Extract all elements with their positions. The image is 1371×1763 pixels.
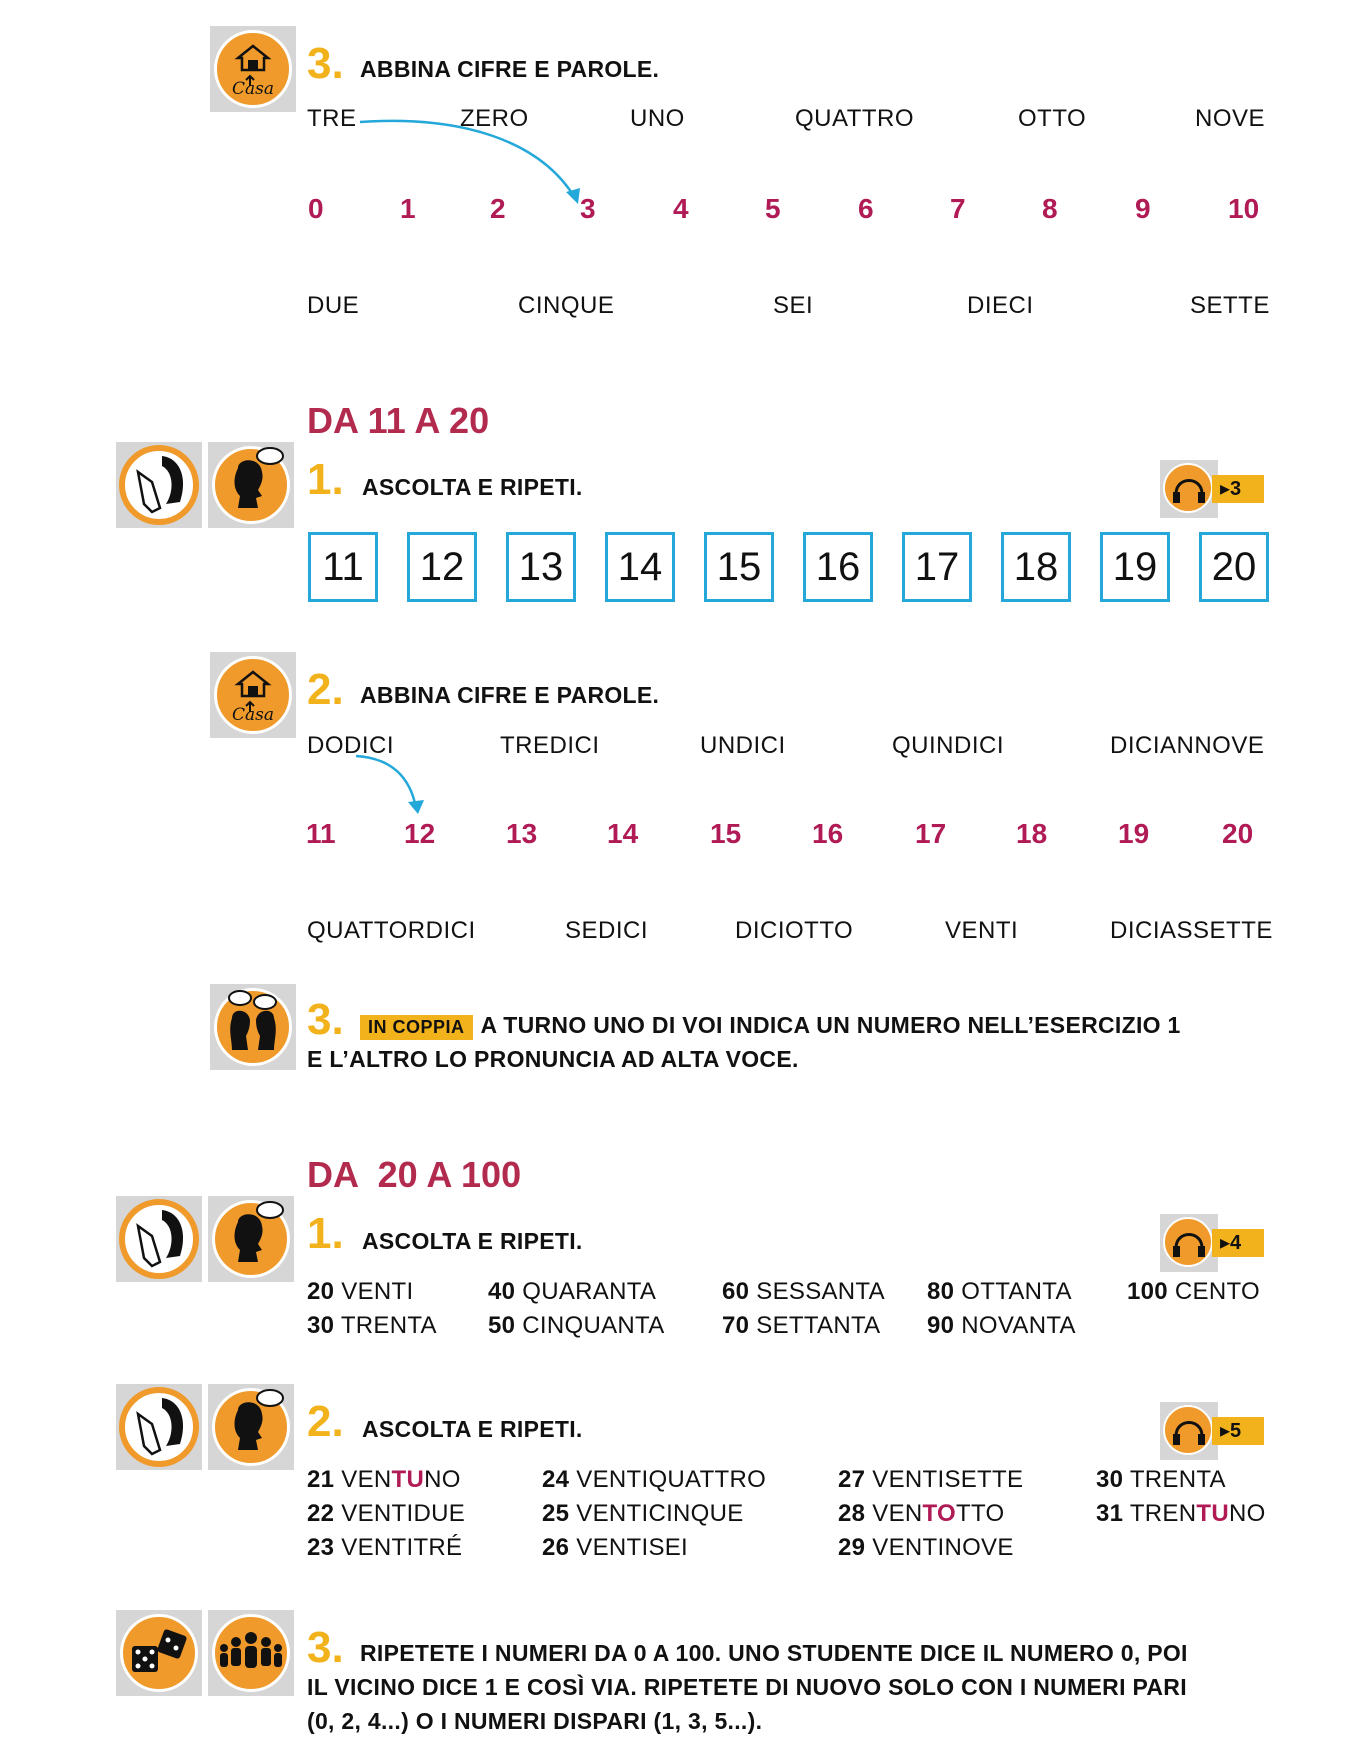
list-item: 29 VENTINOVE [838,1534,1014,1561]
digit: 18 [1016,818,1048,849]
exercise-number: 3. [307,995,344,1044]
instruction-line: (0, 2, 4...) O I NUMERI DISPARI (1, 3, 5...). [307,1708,763,1734]
list-item: 26 VENTISEI [542,1534,689,1561]
speak-icon [208,1384,294,1470]
listen-icon [116,442,202,528]
digit: 0 [308,193,324,224]
number-box: 19 [1100,532,1170,602]
exercise-number: 1. [307,1209,344,1258]
digit: 12 [404,818,436,849]
digit: 8 [1042,193,1058,224]
digit: 15 [710,818,742,849]
word-sette: SETTE [1190,292,1270,319]
headphones-icon [1160,1214,1218,1272]
exercise-title: ABBINA CIFRE E PAROLE. [360,682,660,708]
digit: 13 [506,818,538,849]
word-otto: OTTO [1018,105,1087,132]
number-box: 15 [704,532,774,602]
list-item: 21 VENTUNO [307,1466,461,1493]
exercise-title: ASCOLTA E RIPETI. [362,1228,583,1254]
list-item: 70 SETTANTA [722,1312,881,1339]
listen-icon [116,1196,202,1282]
audio-track-number: 3 [1230,478,1242,500]
digit: 10 [1228,193,1260,224]
audio-track-button[interactable] [1160,460,1268,516]
word: QUINDICI [892,732,1004,759]
exercise-number: 3. [307,39,344,88]
audio-track-button[interactable] [1160,1402,1268,1458]
word: SEDICI [565,917,649,944]
audio-track-number: 4 [1230,1232,1242,1254]
digit: 5 [765,193,781,224]
number-box: 20 [1199,532,1269,602]
headphones-icon [1160,460,1218,518]
word-quattro: QUATTRO [795,105,915,132]
number-box: 18 [1001,532,1071,602]
digit: 1 [400,193,416,224]
exercise-title: ASCOLTA E RIPETI. [362,474,583,500]
casa-label: Casa [232,79,275,99]
word: DICIOTTO [735,917,854,944]
list-item: 30 TRENTA [1096,1466,1226,1493]
group-icon [208,1610,294,1696]
digit: 16 [812,818,844,849]
play-icon: ▸ [1220,1232,1231,1254]
number-box: 13 [506,532,576,602]
in-coppia-badge: IN COPPIA [360,1015,473,1040]
digit: 11 [306,818,336,849]
list-item: 60 SESSANTA [722,1278,885,1305]
exercise-number: 2. [307,665,344,714]
digit: 7 [950,193,966,224]
number-box: 11 [308,532,378,602]
word-tre: TRE [307,105,357,132]
digit: 20 [1222,818,1254,849]
list-item: 80 OTTANTA [927,1278,1072,1305]
headphones-icon [1160,1402,1218,1460]
number-box: 17 [902,532,972,602]
word: TREDICI [500,732,600,759]
pair-work-icon [210,984,296,1070]
word-nove: NOVE [1195,105,1266,132]
instruction-line: IL VICINO DICE 1 E COSÌ VIA. RIPETETE DI NUOVO SOLO CON I NUMERI PARI [307,1674,1187,1700]
list-item: 23 VENTITRÉ [307,1534,463,1561]
digit: 9 [1135,193,1151,224]
list-item: 50 CINQUANTA [488,1312,665,1339]
list-item: 24 VENTIQUATTRO [542,1466,767,1493]
list-item: 22 VENTIDUE [307,1500,466,1527]
exercise-title: ASCOLTA E RIPETI. [362,1416,583,1442]
audio-track-button[interactable] [1160,1214,1268,1270]
speak-icon [208,442,294,528]
word-due: DUE [307,292,360,319]
list-item: 28 VENTOTTO [838,1500,1005,1527]
listen-icon [116,1384,202,1470]
instruction-line: E L’ALTRO LO PRONUNCIA AD ALTA VOCE. [307,1046,799,1072]
play-icon: ▸ [1220,478,1231,500]
word-cinque: CINQUE [518,292,615,319]
digit: 19 [1118,818,1150,849]
word: DICIASSETTE [1110,917,1273,944]
number-box: 12 [407,532,477,602]
word: UNDICI [700,732,786,759]
list-item: 20 VENTI [307,1278,414,1305]
audio-track-number: 5 [1230,1420,1242,1442]
section-title: DA 20 A 100 [307,1154,522,1195]
exercise-instruction [360,1012,1181,1040]
exercise-number: 2. [307,1397,344,1446]
instruction-line: A TURNO UNO DI VOI INDICA UN NUMERO NELL’ESERCIZIO 1 [480,1012,1181,1038]
list-item: 90 NOVANTA [927,1312,1076,1339]
word: DICIANNOVE [1110,732,1265,759]
list-item: 100 CENTO [1127,1278,1260,1305]
word: DODICI [307,732,394,759]
play-icon: ▸ [1220,1420,1231,1442]
list-item: 27 VENTISETTE [838,1466,1024,1493]
digit: 3 [580,193,596,224]
word-uno: UNO [630,105,685,132]
word: VENTI [945,917,1019,944]
instruction-line: RIPETETE I NUMERI DA 0 A 100. UNO STUDENTE DICE IL NUMERO 0, POI [360,1640,1188,1666]
word-dieci: DIECI [967,292,1034,319]
casa-label: Casa [232,705,275,725]
section-title: DA 11 A 20 [307,400,490,441]
number-box: 16 [803,532,873,602]
exercise-number: 1. [307,455,344,504]
casa-homework-icon [210,652,296,738]
digit: 2 [490,193,506,224]
speak-icon [208,1196,294,1282]
word: QUATTORDICI [307,917,476,944]
word-zero: ZERO [460,105,529,132]
word-sei: SEI [773,292,814,319]
digit: 17 [915,818,947,849]
list-item: 31 TRENTUNO [1096,1500,1266,1527]
list-item: 30 TRENTA [307,1312,437,1339]
digit: 4 [673,193,689,224]
list-item: 25 VENTICINQUE [542,1500,744,1527]
exercise-number: 3. [307,1623,344,1672]
digit: 6 [858,193,874,224]
dice-game-icon [116,1610,202,1696]
exercise-title: ABBINA CIFRE E PAROLE. [360,56,660,82]
number-box: 14 [605,532,675,602]
list-item: 40 QUARANTA [488,1278,657,1305]
digit: 14 [607,818,639,849]
